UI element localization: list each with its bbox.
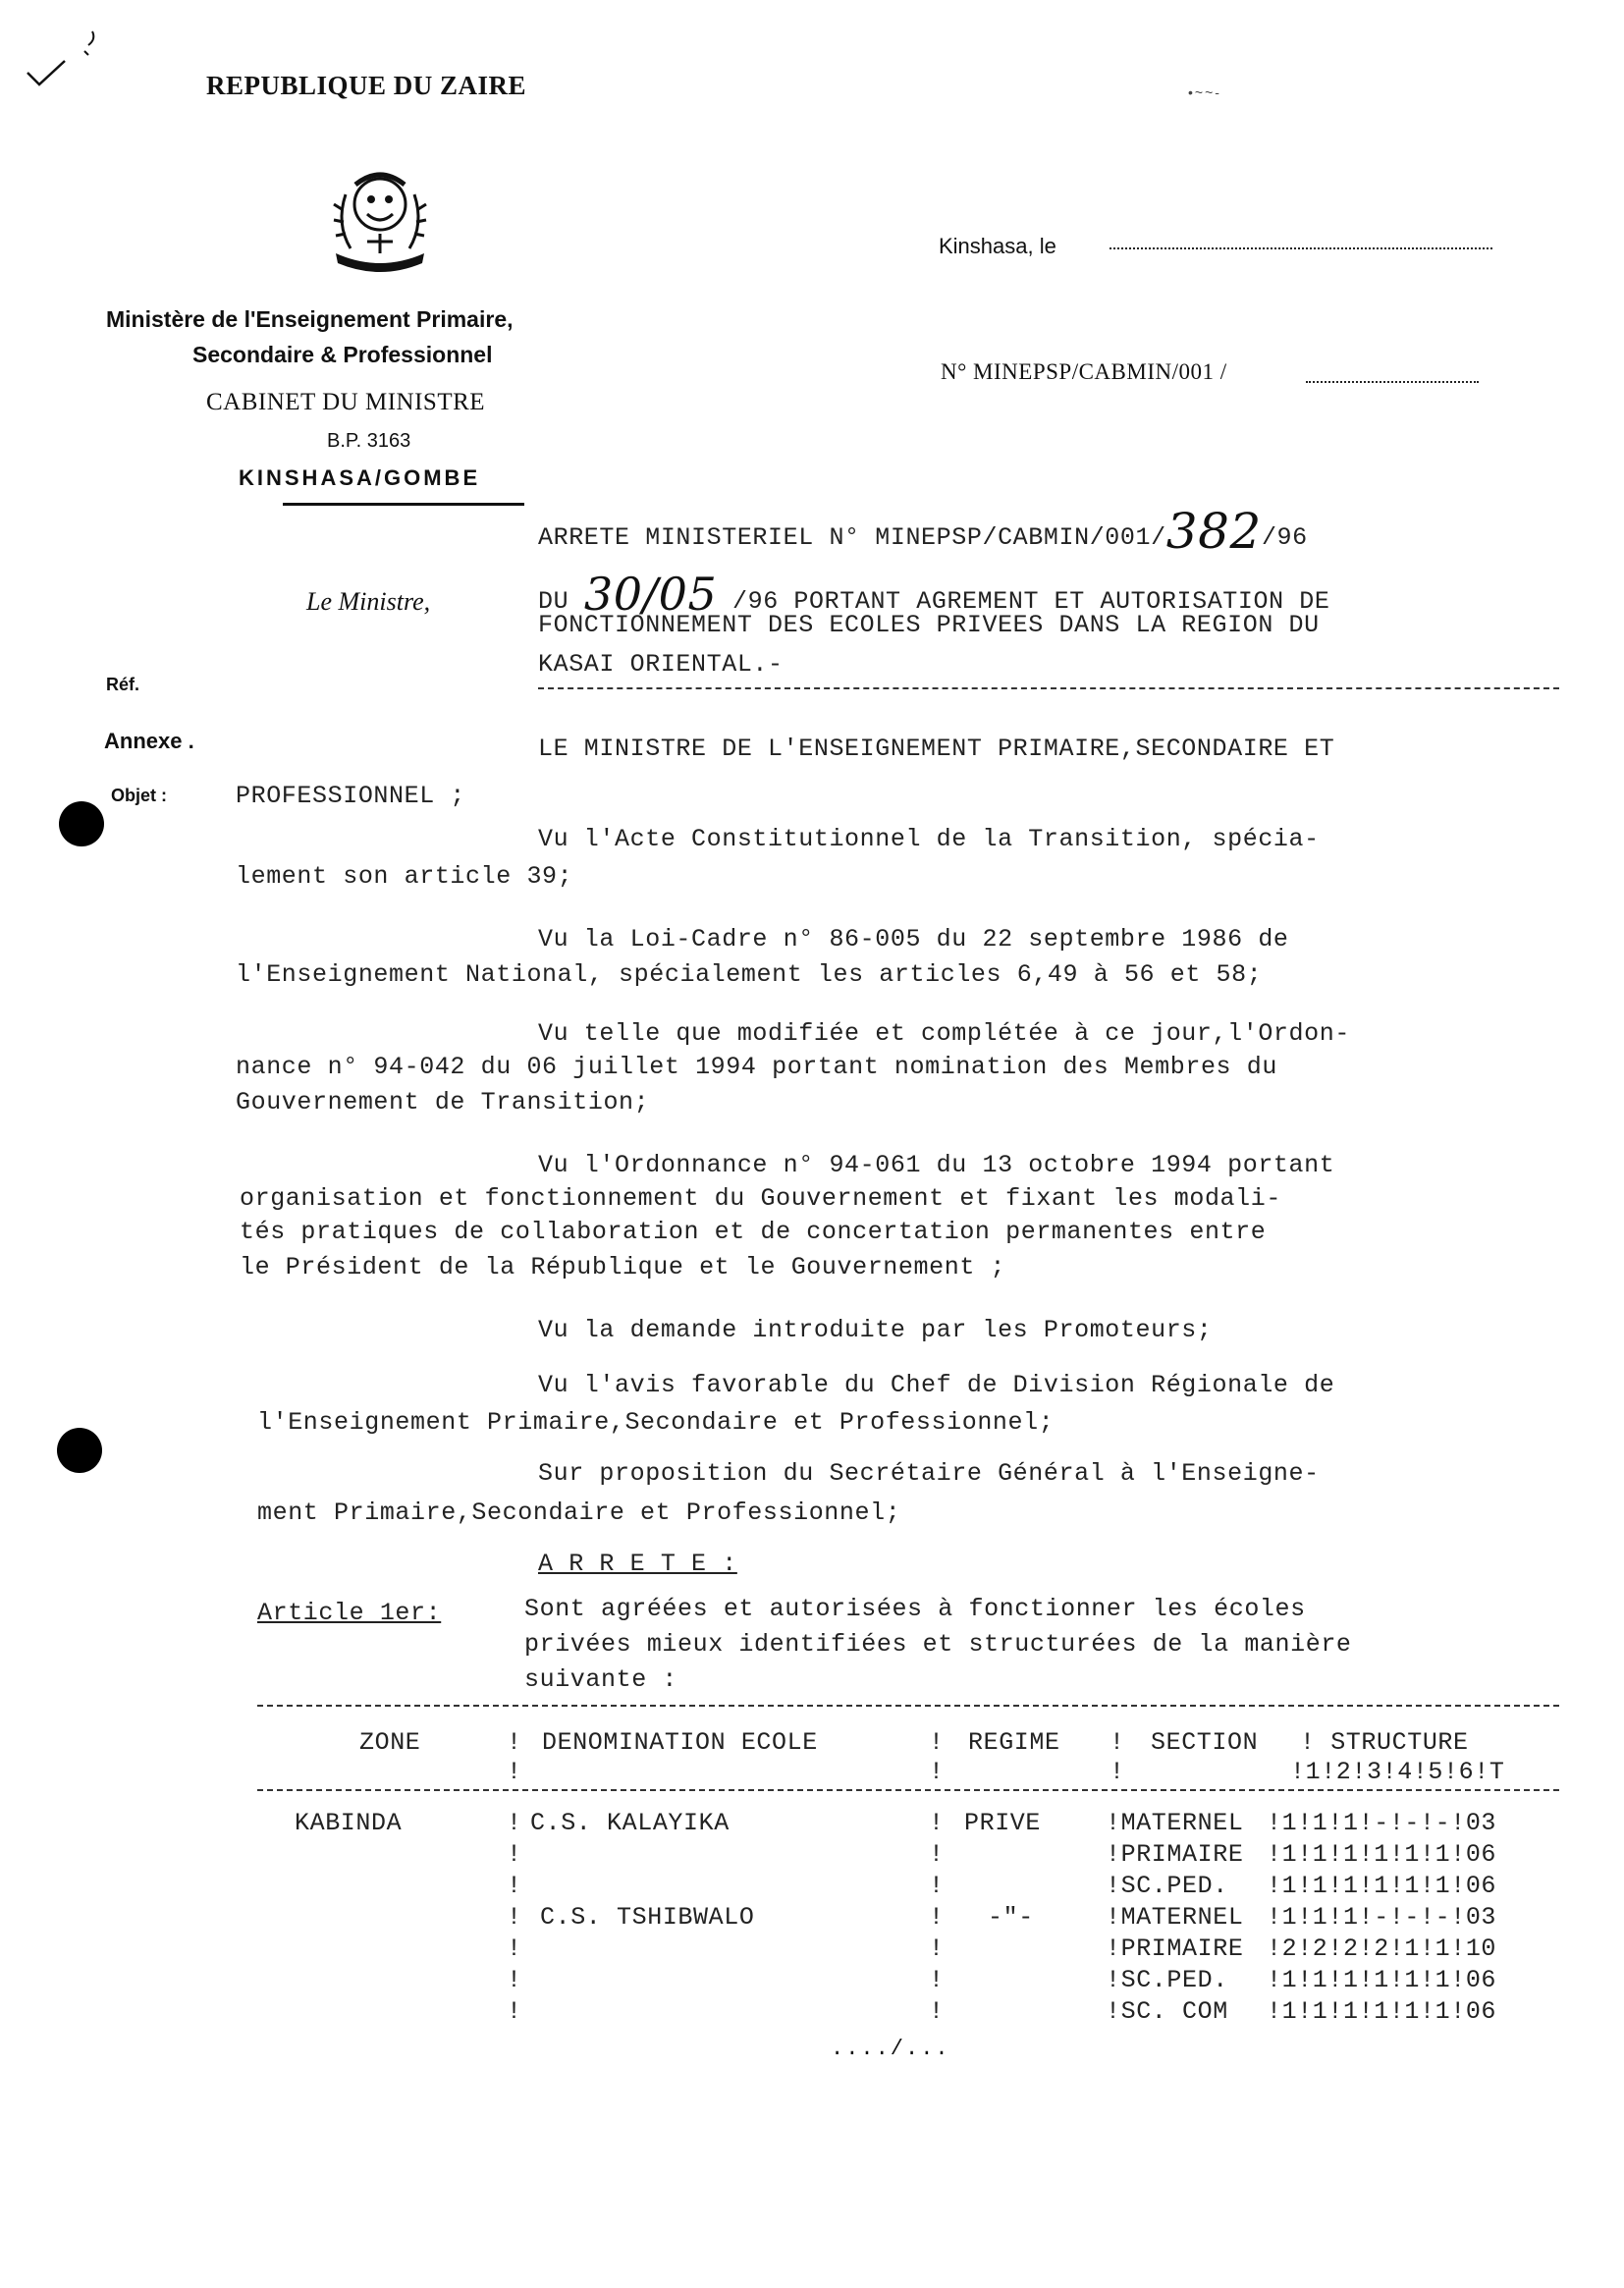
article-1-label: Article 1er: <box>257 1599 442 1627</box>
column-separator: ! <box>507 1966 522 1994</box>
continuation-mark: ..../... <box>831 2037 950 2061</box>
objet-label: Objet : <box>111 786 167 805</box>
considerant-7-line2: ment Primaire,Secondaire et Professionnel; <box>257 1498 901 1527</box>
header-denomination: DENOMINATION ECOLE <box>542 1728 818 1757</box>
column-separator: ! <box>929 1966 945 1994</box>
cell-structure: !1!1!1!1!1!1!06 <box>1267 1997 1497 2026</box>
cell-section: !MATERNEL <box>1106 1809 1244 1837</box>
cell-structure: !1!1!1!1!1!1!06 <box>1267 1840 1497 1869</box>
considerant-3-line3: Gouvernement de Transition; <box>236 1088 650 1117</box>
article-1-line2: privées mieux identifiées et structurées de la manière <box>524 1630 1352 1659</box>
table-row <box>255 1809 1624 1838</box>
header-structure-columns: !1!2!3!4!5!6!T <box>1290 1758 1505 1786</box>
check-mark-icon <box>24 22 112 100</box>
punch-hole <box>57 1428 102 1473</box>
column-separator: ! <box>929 1872 945 1900</box>
header-section: SECTION <box>1151 1728 1259 1757</box>
considerant-6-line2: l'Enseignement Primaire,Secondaire et Professionnel; <box>257 1408 1055 1437</box>
reference-number-label: N° MINEPSP/CABMIN/001 / <box>941 359 1227 384</box>
considerant-4-line2: organisation et fonctionnement du Gouvernement et fixant les modali- <box>240 1184 1281 1213</box>
considerant-4-line1: Vu l'Ordonnance n° 94-061 du 13 octobre 1994 portant <box>538 1151 1335 1179</box>
cell-section: !SC.PED. <box>1106 1966 1228 1994</box>
cell-regime: -"- <box>988 1903 1034 1932</box>
header-structure: ! STRUCTURE <box>1300 1728 1469 1757</box>
table-row <box>255 1903 1624 1933</box>
article-1-line1: Sont agréées et autorisées à fonctionner les écoles <box>524 1595 1306 1623</box>
city-label: KINSHASA/GOMBE <box>239 465 481 490</box>
place-date-label: Kinshasa, le <box>939 234 1056 258</box>
column-separator: ! <box>1110 1728 1125 1757</box>
arrete-title-line4: KASAI ORIENTAL.- <box>538 650 784 679</box>
cell-zone: KABINDA <box>295 1809 403 1837</box>
table-header-divider <box>257 1789 1559 1791</box>
considerant-4-line4: le Président de la République et le Gouvernement ; <box>240 1253 1006 1281</box>
punch-hole <box>59 801 104 846</box>
handwritten-date: 30/05 <box>583 568 718 621</box>
title-divider <box>538 687 1559 689</box>
table-header-row <box>255 1728 1624 1758</box>
considerant-2-line2: l'Enseignement National, spécialement les articles 6,49 à 56 et 58; <box>236 960 1263 989</box>
column-separator: ! <box>929 1809 945 1837</box>
ministry-name-line2: Secondaire & Professionnel <box>192 342 493 367</box>
column-separator: ! <box>929 1758 945 1786</box>
cabinet-title: CABINET DU MINISTRE <box>206 389 486 415</box>
preamble-line1: LE MINISTRE DE L'ENSEIGNEMENT PRIMAIRE,SECONDAIRE ET <box>538 735 1335 763</box>
cell-section: !SC. COM <box>1106 1997 1228 2026</box>
cell-structure: !1!1!1!1!1!1!06 <box>1267 1872 1497 1900</box>
ministry-name-line1: Ministère de l'Enseignement Primaire, <box>106 306 514 332</box>
cell-school: C.S. TSHIBWALO <box>540 1903 755 1932</box>
article-1-line3: suivante : <box>524 1665 678 1694</box>
top-mark: •~~- <box>1188 84 1221 100</box>
considerant-3-line1: Vu telle que modifiée et complétée à ce jour,l'Ordon- <box>538 1019 1350 1048</box>
column-separator: ! <box>929 1728 945 1757</box>
column-separator: ! <box>1110 1758 1125 1786</box>
arrete-title-line1: ARRETE MINISTERIEL N° MINEPSP/CABMIN/001/382/96 <box>538 503 1308 560</box>
considerant-1-line2: lement son article 39; <box>236 862 573 891</box>
reference-blank-line <box>1306 381 1479 383</box>
table-row <box>255 1840 1624 1870</box>
table-header-subrow <box>255 1758 1624 1787</box>
table-row <box>255 1934 1624 1964</box>
arrete-title-line2: DU 30/05 /96 PORTANT AGREMENT ET AUTORISATION DE <box>538 568 1330 621</box>
arrete-title-line3: FONCTIONNEMENT DES ECOLES PRIVEES DANS LA REGION DU <box>538 611 1320 639</box>
considerant-3-line2: nance n° 94-042 du 06 juillet 1994 portant nomination des Membres du <box>236 1053 1277 1081</box>
cell-section: !MATERNEL <box>1106 1903 1244 1932</box>
cell-structure: !2!2!2!2!1!1!10 <box>1267 1934 1497 1963</box>
column-separator: ! <box>929 1903 945 1932</box>
annexe-label: Annexe . <box>104 729 194 753</box>
column-separator: ! <box>929 1840 945 1869</box>
cell-structure: !1!1!1!-!-!-!03 <box>1267 1809 1497 1837</box>
considerant-7-line1: Sur proposition du Secrétaire Général à l'Enseigne- <box>538 1459 1320 1488</box>
considerant-1-line1: Vu l'Acte Constitutionnel de la Transition, spécia- <box>538 825 1320 853</box>
cell-school: C.S. KALAYIKA <box>530 1809 730 1837</box>
column-separator: ! <box>507 1934 522 1963</box>
cell-structure: !1!1!1!1!1!1!06 <box>1267 1966 1497 1994</box>
cell-regime: PRIVE <box>964 1809 1042 1837</box>
column-separator: ! <box>507 1809 522 1837</box>
considerant-6-line1: Vu l'avis favorable du Chef de Division Régionale de <box>538 1371 1335 1399</box>
column-separator: ! <box>507 1840 522 1869</box>
republic-title: REPUBLIQUE DU ZAIRE <box>206 71 527 100</box>
header-zone: ZONE <box>359 1728 421 1757</box>
preamble-line2: PROFESSIONNEL ; <box>236 782 466 810</box>
coat-of-arms-icon <box>306 155 454 283</box>
cell-section: !PRIMAIRE <box>1106 1934 1244 1963</box>
column-separator: ! <box>929 1997 945 2026</box>
column-separator: ! <box>929 1934 945 1963</box>
le-ministre-label: Le Ministre, <box>306 587 431 616</box>
column-separator: ! <box>507 1728 522 1757</box>
cell-section: !PRIMAIRE <box>1106 1840 1244 1869</box>
date-blank-line <box>1110 247 1492 249</box>
table-row <box>255 1966 1624 1995</box>
postal-box: B.P. 3163 <box>327 430 411 452</box>
header-regime: REGIME <box>968 1728 1060 1757</box>
column-separator: ! <box>507 1997 522 2026</box>
considerant-5-line1: Vu la demande introduite par les Promoteurs; <box>538 1316 1213 1344</box>
cell-section: !SC.PED. <box>1106 1872 1228 1900</box>
cell-structure: !1!1!1!-!-!-!03 <box>1267 1903 1497 1932</box>
arrete-heading: A R R E T E : <box>538 1550 737 1578</box>
column-separator: ! <box>507 1903 522 1932</box>
handwritten-arrete-number: 382 <box>1165 503 1262 560</box>
considerant-2-line1: Vu la Loi-Cadre n° 86-005 du 22 septembre 1986 de <box>538 925 1289 953</box>
ref-label: Réf. <box>106 675 140 694</box>
considerant-4-line3: tés pratiques de collaboration et de concertation permanentes entre <box>240 1218 1267 1246</box>
column-separator: ! <box>507 1872 522 1900</box>
table-row <box>255 1872 1624 1901</box>
table-top-divider <box>257 1705 1559 1707</box>
table-row <box>255 1997 1624 2027</box>
header-divider <box>283 503 524 506</box>
column-separator: ! <box>507 1758 522 1786</box>
